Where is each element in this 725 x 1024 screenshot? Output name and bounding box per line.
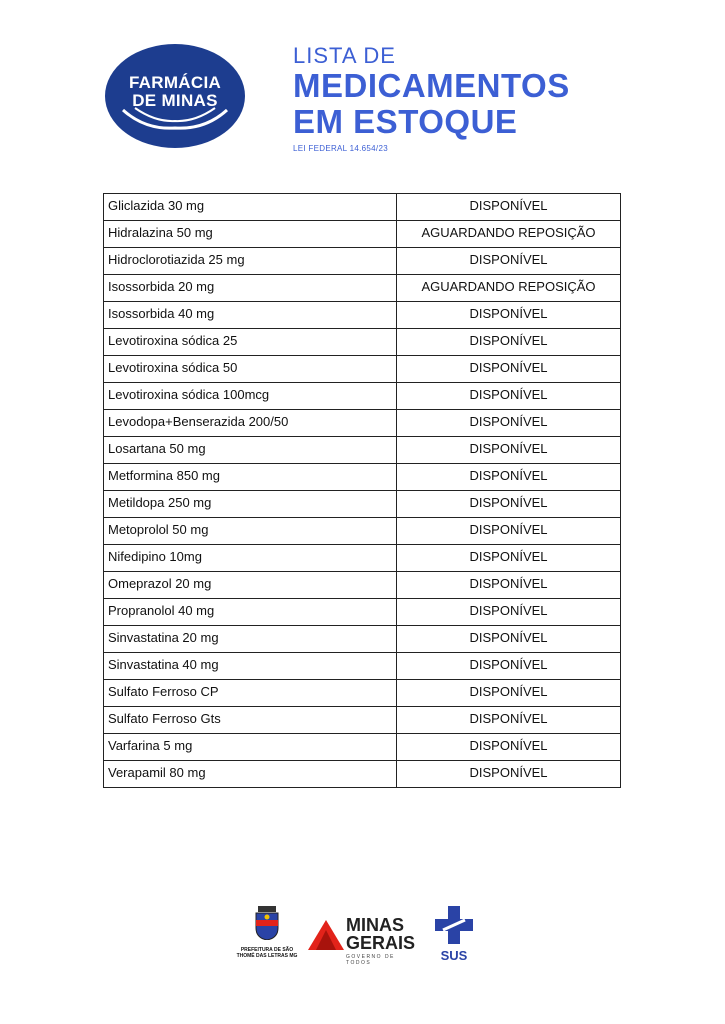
table-row [104,275,621,302]
status-cell: DISPONÍVEL [397,734,621,761]
coat-of-arms-icon [254,906,280,940]
hands-icon [115,104,235,134]
medicine-name-cell: Metformina 850 mg [104,464,397,491]
status-cell: DISPONÍVEL [397,761,621,788]
minas-gerais-logo [308,915,420,966]
table-row [104,653,621,680]
medicine-name-cell: Levodopa+Benserazida 200/50 [104,410,397,437]
status-cell: AGUARDANDO REPOSIÇÃO [397,221,621,248]
medicine-stock-table [103,193,621,788]
minas-line-1: MINAS [346,915,404,935]
status-cell: DISPONÍVEL [397,302,621,329]
medicine-name-cell: Hidralazina 50 mg [104,221,397,248]
medicine-name-cell: Metoprolol 50 mg [104,518,397,545]
table-row [104,329,621,356]
prefeitura-logo [236,906,298,959]
table-row [104,761,621,788]
medicine-name-cell: Verapamil 80 mg [104,761,397,788]
minas-line-2: GERAIS [346,933,416,953]
law-reference: LEI FEDERAL 14.654/23 [293,144,388,153]
status-cell: DISPONÍVEL [397,464,621,491]
status-cell: DISPONÍVEL [397,491,621,518]
status-cell: DISPONÍVEL [397,572,621,599]
table-row [104,410,621,437]
title-line-1: MEDICAMENTOS [293,67,570,104]
table-row [104,221,621,248]
medicine-name-cell: Isossorbida 40 mg [104,302,397,329]
medicine-name-cell: Varfarina 5 mg [104,734,397,761]
table-row [104,599,621,626]
sus-cross-icon [435,906,473,944]
status-cell: AGUARDANDO REPOSIÇÃO [397,275,621,302]
medicine-name-cell: Isossorbida 20 mg [104,275,397,302]
table-row [104,194,621,221]
status-cell: DISPONÍVEL [397,383,621,410]
medicine-name-cell: Omeprazol 20 mg [104,572,397,599]
status-cell: DISPONÍVEL [397,329,621,356]
medicine-name-cell: Sinvastatina 20 mg [104,626,397,653]
table-row [104,383,621,410]
sus-text: SUS [440,948,468,963]
status-cell: DISPONÍVEL [397,653,621,680]
logo-line-1: FARMÁCIA [128,73,222,92]
medicine-name-cell: Levotiroxina sódica 25 [104,329,397,356]
table-row [104,707,621,734]
logo-line-2: DE MINAS [132,91,218,110]
farmacia-de-minas-logo [105,44,247,148]
table-row [104,518,621,545]
medicine-name-cell: Levotiroxina sódica 50 [104,356,397,383]
medicine-name-cell: Gliclazida 30 mg [104,194,397,221]
status-cell: DISPONÍVEL [397,680,621,707]
status-cell: DISPONÍVEL [397,248,621,275]
status-cell: DISPONÍVEL [397,194,621,221]
status-cell: DISPONÍVEL [397,626,621,653]
table-row [104,734,621,761]
title-line-2: EM ESTOQUE [293,103,518,140]
medicine-name-cell: Sulfato Ferroso Gts [104,707,397,734]
table-row [104,356,621,383]
medicine-name-cell: Sinvastatina 40 mg [104,653,397,680]
table-row [104,545,621,572]
table-row [104,464,621,491]
status-cell: DISPONÍVEL [397,410,621,437]
minas-gov-text: GOVERNO DE TODOS [346,954,395,966]
table-row [104,437,621,464]
status-cell: DISPONÍVEL [397,545,621,572]
medicine-name-cell: Metildopa 250 mg [104,491,397,518]
medicine-name-cell: Levotiroxina sódica 100mcg [104,383,397,410]
medicine-name-cell: Hidroclorotiazida 25 mg [104,248,397,275]
minas-gerais-text [346,916,415,952]
medicine-name-cell: Propranolol 40 mg [104,599,397,626]
table-row [104,491,621,518]
table-row [104,248,621,275]
status-cell: DISPONÍVEL [397,437,621,464]
triangle-icon [308,920,344,950]
medicine-name-cell: Nifedipino 10mg [104,545,397,572]
title-sub: LISTA DE [293,43,396,68]
table-row [104,626,621,653]
sus-logo [432,906,476,963]
footer-logos [236,906,486,972]
page-title [293,44,570,153]
status-cell: DISPONÍVEL [397,518,621,545]
status-cell: DISPONÍVEL [397,599,621,626]
table-row [104,680,621,707]
medicine-name-cell: Losartana 50 mg [104,437,397,464]
status-cell: DISPONÍVEL [397,356,621,383]
prefeitura-text: PREFEITURA DE SÃO THOMÉ DAS LETRAS MG [236,947,298,959]
table-row [104,302,621,329]
table-row [104,572,621,599]
medicine-name-cell: Sulfato Ferroso CP [104,680,397,707]
table-body [104,194,621,788]
status-cell: DISPONÍVEL [397,707,621,734]
